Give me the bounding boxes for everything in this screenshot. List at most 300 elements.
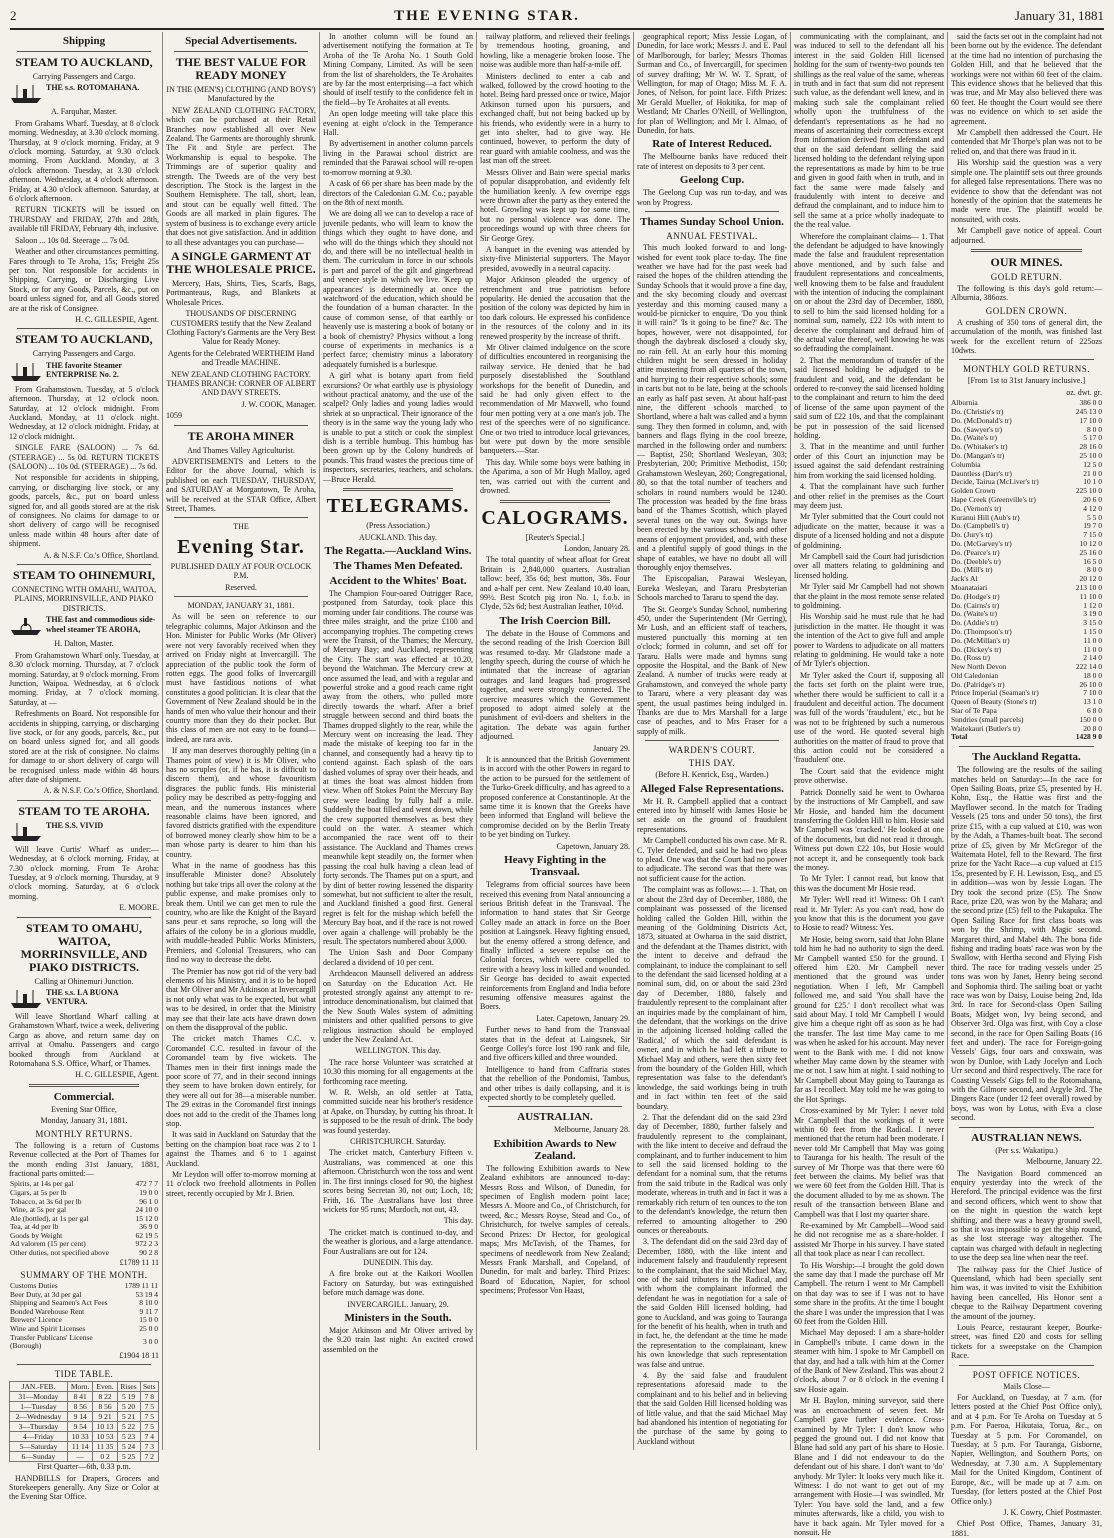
- row-item: Tobacco, at 3s 6d per lb: [10, 1196, 82, 1206]
- headline: The Auckland Regatta.: [972, 751, 1081, 764]
- mine-name: Do. (Palridge's tr): [951, 679, 1005, 689]
- agent: H. C. GILLESPIE, Agent.: [75, 314, 159, 324]
- tide-cell: 8 56: [93, 1402, 117, 1412]
- mine-yield: 213 10 0: [1075, 582, 1102, 592]
- mine-name: Do. (Mill's tr): [951, 565, 993, 575]
- news-paragraph: To His Worship:—I brought the gold down the same day that I made the purchase off Mr Campbell. The return I went to Mr Campbell on that day was to see if I was not to have some share in the profits. At the time I bought the share I was under the impression that I was 60 feet from the Golden Hill.: [794, 1260, 944, 1327]
- mine-name: Waitekauri (Butler's tr): [951, 723, 1021, 733]
- row-value: 62 19 5: [135, 1230, 158, 1240]
- ad-title: STEAM TO AUCKLAND,: [15, 332, 153, 347]
- mine-yield: 7 10 0: [1083, 688, 1102, 698]
- handbill-ad: HANDBILLS for Drapers, Grocers and Storekeepers generally. Any Size or Color at the Evening Star Office.: [9, 1473, 159, 1502]
- tide-cell: 5 21: [117, 1412, 140, 1422]
- mine-name: Do. (Waite's tr): [951, 433, 997, 443]
- tide-table: [9, 1381, 159, 1462]
- row-item: Goods by Weight: [10, 1230, 63, 1240]
- ship-ad: [9, 988, 159, 1010]
- tide-cell: 31—Monday: [10, 1392, 68, 1402]
- ad-title: STEAM TO TE AROHA.: [18, 803, 150, 818]
- mine-name: Do. (McGarvey's tr): [951, 538, 1012, 548]
- row-value: 15 12 0: [135, 1213, 158, 1223]
- news-paragraph: Intelligence to hand from Caffraria states that the rebellion of the Pondomisi, Tambus, and other tribes is daily collapsing, and it is expected shortly to be completely quelled.: [480, 1064, 630, 1103]
- ad-subtitle: IN THE (MEN'S) CLOTHING (AND BOYS') Manufactured by the: [166, 85, 316, 104]
- tide-row: [10, 1442, 159, 1452]
- mine-yield: 26 10 0: [1079, 679, 1102, 689]
- row-value: 53 19 4: [135, 1289, 158, 1299]
- news-paragraph: 4. By the said false and fraudulent representations aforesaid made to the complainant and to his belief and in believing that the said Golden Hill licensed holding was of little value, and that the said Michael May had abandoned his intention of negotiating for the purchase of the same by going to Auckland without: [637, 1371, 787, 1446]
- dateline: WELLINGTON. This day.: [355, 1046, 441, 1056]
- ad-title: THE BEST VALUE FOR READY MONEY: [175, 55, 307, 82]
- headline: Geelong Cup.: [679, 174, 745, 187]
- news-paragraph: Michael May deposed: I am a share-holder in Campbell's tribute. I came down in the steamer with him. I spoke to Mr Campbell on that day, and had a talk with him at the Corner of the Bank of New Zealand. This was about 2 o'clock, about 7 or 8 o'clock in the evening I saw Hosie again.: [794, 1328, 944, 1394]
- news-paragraph: A crushing of 350 tons of general dirt, the accumulation of the month, was finished last week for the excellent return of 225ozs 10dwts.: [951, 317, 1102, 355]
- mine-yield: 2 14 0: [1083, 653, 1102, 663]
- news-paragraph: We are doing all we can to develop a race of juvenile pedants, who will learn to know the things which they ought to have done, and who will do the things which they should not do, and there will be no intellectual health in them. The curriculum in force in our schools is part and parcel of the gilt and gingerbread and veneer style in which we live. 'Keep up appearances' is determinedly at once the watchword of the education, which should be the foundation of a human character. In the cause of common sense, of that earthly or heavenly use is mastering a book of botany or a book of chemistry? Physics without a long course of experiments in mechanics is a perfect farce; chemistry minus a laboratory adequately furnished is a burlesque.: [323, 209, 473, 369]
- row-value: 24 10 0: [135, 1205, 158, 1215]
- row-item: Brewers' Licence: [10, 1315, 62, 1325]
- mine-yield: 21 0 0: [1083, 468, 1102, 478]
- leader-paragraph: What in the name of goodness has this insufferable Minister done? Absolutely nothing but take trips all over the colony at the public expense, and make promises only to break them. Until we can get men to rule the country, who are like the Knight of the Bayard sans peur et sans reproche, so long will the affairs of the colony be in a glorious muddle, with muddle-headed Public Works Ministers, Premiers, and Colonial Treasurers, who can find no way to decrease the debt.: [166, 861, 316, 965]
- mine-name: Alburnia: [951, 398, 978, 408]
- dateline: Capetown, January 28.: [556, 841, 630, 851]
- issue-date: January 31, 1881: [1014, 8, 1104, 23]
- tide-cell: —: [67, 1452, 93, 1462]
- news-paragraph: This day. While some boys were bathing in the Aparima, a son of Mr Hugh Malloy, aged ten, was carried out with the current and drowned.: [480, 457, 630, 496]
- headline: Accident to the Whites' Boat.: [329, 574, 467, 587]
- row-item: Bonded Warehouse Rent: [10, 1306, 85, 1316]
- row-value: 96 1 0: [139, 1196, 158, 1206]
- leader-paragraph: The Premier has now got rid of the very bad elements of his Ministry, and it is to be hoped that Mr Oliver and Mr Atkinson at Invercargill is not only what was to be expected, but what was to be desired, in order that the Ministry may see that their late acts have drawn down on them the disapproval of the public.: [166, 966, 316, 1032]
- tide-cell: 2—Wednesday: [10, 1412, 68, 1422]
- ship-ad: [9, 361, 159, 383]
- news-paragraph: Mr Campbell said the Court had jurisdiction over all matters relating to goldmining and licensed holding.: [794, 551, 944, 580]
- news-paragraph: A girl what is botany apart from field excursions? Or what earthly use is physiology without practical anatomy, and the use of the scalpel? Only ladies and young ladies would shriek at so unpractical. Their ignorance of the theory is in the same way the young lady who is unable to put a stitch or cook the simplest dish is a terrible humbug. This humbug has been grown up by the Colony hundreds of pounds. This fraud wastes the precious time of inspectors, secretaries, teachers, and scholars.—Bruce Herald.: [323, 371, 473, 484]
- row-item: Wine and Spirit Licenses: [10, 1324, 86, 1334]
- leader-date: MONDAY, JANUARY 31, 1881.: [187, 601, 295, 611]
- mine-yield: 13 1 0: [1083, 697, 1102, 707]
- section-our-mines: OUR MINES.: [990, 254, 1063, 269]
- ad-items: Mercery, Hats, Shirts, Ties, Scarfs, Bags, Portmanteaus, Rugs, and Blankets at Wholesale Prices.: [166, 278, 316, 307]
- row-value: 25 0 0: [139, 1324, 158, 1334]
- news-paragraph: To Mr Tyler: I cannot read, but know that this was the document Mr Hosie read.: [794, 874, 944, 893]
- tide-cell: 1—Tuesday: [10, 1402, 68, 1412]
- news-paragraph: 3. That in the meantime and until further order of this Court an injunction may be issued against the said defendant restraining him from working the said licensed holding.: [794, 442, 944, 480]
- ad-title: STEAM TO AUCKLAND,: [15, 55, 153, 69]
- steamship-icon: [9, 83, 43, 105]
- tide-col-header: Even.: [93, 1382, 117, 1392]
- row-value: 472 7 7: [135, 1179, 158, 1189]
- tide-cell: 7 4: [140, 1432, 158, 1442]
- mine-name: Do. (Waite's tr): [951, 609, 997, 619]
- tide-cell: 9 21: [93, 1412, 117, 1422]
- news-paragraph: Ministers declined to enter a cab and walked, followed by the crowd hooting to the hotel. Being hard pressed once or twice, Major Atkinson turned upon his pursuers, and exchanged chaff, but not being backed up by his friends, who evidently were in a hurry to get into shelter, had to give way. He continued, however, to perform the duty of rear guard with amiable coolness, and was the last man off the street.: [480, 71, 630, 166]
- dateline: AUCKLAND. This day.: [359, 532, 437, 542]
- news-paragraph: The St. George's Sunday School, numbering 450, under the Superintendent (Mr Gerring), Mr Lush, and an efficient staff of teachers, mustered punctually this morning at ten o'clock; formed in column, and set off for Tararu. Halls were made and hymns sung opposite the Hospital, and the Bank of New Zealand. A number of trucks were ready at Grahamstown, and conveyed the whole party to Tararu, where a very pleasant day was spent, the usual pastimes being indulged in. Thanks are due to Mrs Marshall for a large case of peaches, and to Mrs Fraser for a supply of milk.: [637, 604, 787, 736]
- tide-cell: 6—Sunday: [10, 1452, 68, 1462]
- news-paragraph: 4. That the complainant have such further and other relief in the premises as the Court may deem just.: [794, 482, 944, 510]
- tide-cell: 8 22: [93, 1392, 117, 1402]
- summary-total: £1904 18 11: [119, 1350, 159, 1360]
- ship-name: THE S.S. VIVID: [46, 820, 104, 830]
- tide-cell: 11 14: [67, 1442, 93, 1452]
- mine-name: Golden Crown: [951, 486, 996, 496]
- mine-yield: 222 14 0: [1075, 662, 1102, 672]
- row-item: Spirits, at 14s per gal: [10, 1179, 74, 1189]
- tide-row: [10, 1432, 159, 1442]
- news-paragraph: The cricket match Thames C.C. v. Coromandel C.C. resulted in favour of the Coromandel team by five wickets. The Thames men in their first innings made the poor score of 77, and in their second innings they seem to have broken down entirely, for they were all out for 38—a miserable number. The 29 extras in the Coromandel first innings does not add to the credit of the Thames long stop.: [166, 1034, 316, 1128]
- subheading: GOLD RETURN.: [990, 271, 1063, 282]
- court-before: (Before H. Kenrick, Esq., Warden.): [655, 770, 769, 780]
- table-row: [9, 1249, 159, 1258]
- tide-header: [10, 1382, 159, 1392]
- ad-manager: J. W. COOK, Manager.: [241, 399, 316, 409]
- tide-col-header: Morn.: [67, 1382, 93, 1392]
- mine-name: Dauntless (Darr's tr): [951, 468, 1012, 478]
- mine-yield: 20 12 0: [1079, 574, 1102, 584]
- steamship-icon: [9, 988, 43, 1010]
- news-paragraph: The Court said that the evidence might prove otherwise.: [794, 766, 944, 786]
- mine-name: Jack's Al: [951, 574, 978, 584]
- news-paragraph: Mr H. Baylon, mining surveyor, said there was an encroachment of seven feet. Mr Campbell gave further evidence. Cross-examined by Mr Tyler: I don't know who pegged the ground out. I did not know that Blane had sold any part of his share to Hosie. Blane and I did not endeavour to do the defendant out of his share. I don't want to 'do' anybody. Mr Tyler: It looks very much like it. Witness: I do not want to get out of my arrangement with Hosie—I was swindled. Mr Tyler: You have sold the land, and a few minutes afterwards, like a child, you wish to have it back again. Mr Tyler moved for a nonsuit. He: [794, 1396, 944, 1537]
- tide-cell: 10 33: [67, 1432, 93, 1442]
- mine-name: Prince Imperial (Seaman's tr): [951, 688, 1039, 698]
- mine-name: Do. (Ross tr): [951, 653, 990, 663]
- news-paragraph: A fire broke out at the Kaikori Woollen Factory on Saturday, but was extinguished before much damage was done.: [323, 1269, 473, 1298]
- mine-yield: 18 0 0: [1083, 670, 1102, 680]
- mine-yield: 10 1 0: [1083, 477, 1102, 487]
- mine-name: Do. (Campbell's tr): [951, 521, 1009, 531]
- row-item: Ale (bottled), at 1s per gal: [10, 1213, 89, 1223]
- news-paragraph: The following are the results of the sailing matches held on Saturday:—In the race for Open Sailing Boats, prize £5, presented by H. Kohn, Esq., the Hattie was first and the Mayflower second. In the match for Trading Vessels (25 tons and under 50 tons), the first prize £15, with a cup valued at £10, was won by the Adah, a Thames-built boat. The second prize of £5, given by Mr McGregor of the Waitemata Hotel, fell to the Reward. The first prize for the Yacht Race—a cup valued at £15 15s, presented by F. H. Lewisson, Esq., and £5 in addition—was won by Jessie Logan. The Dry took the second prize (£5). The Snow Race, prize £20, was won by the Mahara; and the second prize (£5) fell to the Pukapuka. The Open Sailing Race for first class boats was won by the Shrimp, with Magic second. Margaret third, and Mabel 4th. The bona fide fishing and trading boats' race was won by the Swallow, with Hertha second and Flying Fish third. The race for trading vessels under 25 tons was won by Janet, Henry being second and Sophomia third. The sailing boat or yacht race was won by Daisy, Louise being 2nd, Ida 3rd. In race for Second-class Open Sailing Boats, Midget won, Ivy being second, and Observer 3rd. Olga was first, with Coy a close second, in the race for Open Sailing Boats (16 feet and under). The race for Foreign-going Vessels' Gigs, four oars and coxswain, was won by Dunloe, with Lady Jocelyn and Loch Urr second and third respectively. The race for Coasting Vessels' Gigs fell to the Rotomahana, with the Gilmore second, and Argyle 3rd. The Dingers Race (under 12 feet overall) rowed by boys, was won by Lotus, with Eva a close second.: [951, 765, 1102, 1123]
- row-value: 972 2 3: [135, 1239, 158, 1249]
- tide-cell: 5—Saturday: [10, 1442, 68, 1452]
- row-value: 19 0 0: [139, 1187, 158, 1197]
- dateline: DUNEDIN. This day.: [363, 1257, 433, 1267]
- ad-title: STEAM TO OMAHU, WAITOA, MORRINSVILLE, AND PIAKO DISTRICTS.: [20, 920, 148, 974]
- mine-name: Do. (Mangan's tr): [951, 450, 1005, 460]
- ad-body: NEW ZEALAND CLOTHING FACTORY, which can be purchased at their Retail Branches now established all over New Zealand. The Garments are thoroughly shrunk. The Fit and Style are perfect. The Workmanship is equal to bespoke. The Trimmings are of superior quality and strength. The Tweeds are of the very best description. The Stock is the largest in the Southern Hemisphere. The tall, short, lean, and stout can be equally well fitted. The Goods are all marked in plain figures. The system of business is to exchange every article that does not give satisfaction. And in addition to all these advantages you can purchase—: [166, 105, 316, 247]
- subheading: ANNUAL FESTIVAL.: [666, 231, 758, 242]
- return-tickets: RETURN TICKETS will be issued on THURSDAY and FRIDAY, 27th and 28th, available till FRIDAY, February 4th, inclusive.: [9, 205, 159, 234]
- miner-subtitle: And Thames Valley Agriculturist.: [187, 445, 295, 455]
- mine-name: Do. (Pearce's tr): [951, 547, 1000, 557]
- mine-yield: 20 8 0: [1083, 723, 1102, 733]
- column-4: [477, 32, 634, 1450]
- ad-subtitle: Carrying Passengers and Cargo.: [32, 349, 136, 359]
- mine-name: Do. (McDonald's tr): [951, 415, 1012, 425]
- returns-title: MONTHLY RETURNS.: [35, 1128, 133, 1139]
- notice: Not responsible for accidents in shipping, carrying, or discharging live stock, or any goods, parcels, &c., put on board unless signed for, and all goods stored are at the risk of consignees. No claims for damage to or short delivery of cargo will be recognised unless made within 48 hours after date of shipment.: [9, 473, 159, 549]
- ad-tagline: A SINGLE GARMENT AT THE WHOLESALE PRICE.: [166, 248, 316, 276]
- mine-name: Columbia: [951, 459, 981, 469]
- news-paragraph: The debate in the House of Commons and the second reading of the Irish Coercion Bill was resumed to-day. Mr Gladstone made a lengthy speech, during the course of which he intimated that the increase of agrarian outrages and land leagues had progressed together, and were strongly connected. The coercive measures which the Government proposed to adopt aimed solely at the punishment of evil-doers and shelters in the agitation. The debate was again further adjourned.: [480, 628, 630, 742]
- news-paragraph: The Union Sash and Door Company declared a dividend of 10 per cent.: [323, 948, 473, 967]
- mine-name: Do. (Jury's tr): [951, 530, 993, 540]
- tide-row: [10, 1452, 159, 1462]
- news-paragraph: Mr Oliver claimed indulgence on the score of difficulties encountered in reorganising the railway service. He denied that he had purposely disestablished the Southland workshops for the benefit of Dunedin, and said he had only given effect to the recommendation of Mr Maxwell, who found four men potting very at a one man's job. The rest of the speeches were of no significance. One or two tried to introduce local grievances, but were put down by the more sensible banqueters.—Star.: [480, 343, 630, 456]
- news-paragraph: The following Exhibition awards to New Zealand exhibitors are announced to-day: Messrs Ross and Wilson, of Dunedin, for specimen of English modern point lace; Messrs A. Moore and Co., of Christchurch, for tweed, &c.; Messrs Royse, Stead and Co., of Christchurch, for twelve samples of cereals. Second Prizes: Dr Hector, for geological maps; Mrs McTavish, of the Thames, for specimens of needlework from New Zealand; Messrs Frank Marshall, and Copeland, of Dunedin, for malt and barley. Third Prizes: Board of Education, Napier, for school specimens; Professor Von Haast,: [480, 1163, 630, 1296]
- master: H. Dalton, Master.: [54, 639, 114, 649]
- mine-yield: 11 0 0: [1083, 635, 1102, 645]
- tide-cell: 7 2: [140, 1452, 158, 1462]
- miner-body: ADVERTISEMENTS and Letters to the Editor for the above Journal, which is published on each TUESDAY, THURSDAY, and SATURDAY at Morgantown, Te Aroha, will be received at the STAR Office, Albert Street, Thames.: [166, 457, 316, 514]
- news-paragraph: Major Atkinson and Mr Oliver arrived by the 9.20 train last night. An excited crowd assembled on the: [323, 1325, 473, 1354]
- tide-cell: 5 20: [117, 1402, 140, 1412]
- ad-number: 1059: [166, 411, 182, 421]
- headline: Rate of Interest Reduced.: [652, 138, 772, 151]
- headline: Exhibition Awards to New Zealand.: [493, 1137, 617, 1162]
- tide-cell: 7 5: [140, 1402, 158, 1412]
- steamship-icon: [9, 821, 43, 843]
- ad-subtitle: Calling at Ohinemuri Junction.: [34, 976, 134, 986]
- tide-cell: 9 14: [67, 1412, 93, 1422]
- leader-paragraph: If any man deserves thoroughly pelting (in a Thames point of view) it is Mr Oliver, who has no scruples (or, if he has, it is difficult to discern them), and whose favouritism disgraces the public funds. His ministerial policy may be described as petty-fogging and mean, and the numerous instances where reasonable claims have been ignored, and favored districts gratified with the expenditure of borrowed money clearly show him to be a man whose party is dearer to him than his country.: [166, 746, 316, 859]
- ship-name: THE s.s. LA BUONA VENTURA.: [46, 988, 119, 1007]
- row-item: Shipping and Seamen's Act Fees: [10, 1298, 108, 1308]
- section-australian: AUSTRALIAN.: [517, 1111, 593, 1124]
- tide-row: [10, 1392, 159, 1402]
- column-7: [948, 32, 1105, 1538]
- table-sub: [From 1st to 31st January inclusive.]: [967, 376, 1086, 386]
- mine-name: Do. (Deeble's tr): [951, 556, 1001, 566]
- footer-note: Chief Post Office, Thames, January 31, 1881.: [951, 1519, 1102, 1538]
- mine-yield: 10 12 0: [1079, 538, 1102, 548]
- news-paragraph: 2. That the defendant did on the said 23rd day of December, 1880, further falsely and fraudulently represent to the complainant, with the like intent to deceive and defraud the complainant, and to further inducement to him to sell the said licensed holding to the defendant for a nominal sum, that the returns from the said tribute in the Radical was only moderate, whereas in truth and in fact it was a remarkably rich return of ten ounces to the ton to the defendant's knowledge, the return then referred to amounting altogether to 290 ounces or thereabouts.: [637, 1113, 787, 1235]
- news-paragraph: His Worship said he must rule that he had jurisdiction in the matter. He thought it was the intention of the Act to give full and ample power to Wardens to adjudicate on all matters relating to goldmining. He would take a note of Mr Tyler's objection.: [794, 612, 944, 669]
- ad-subtitle: Carrying Passengers and Cargo.: [32, 72, 136, 81]
- mine-name: Hape Creek (Greenville's tr): [951, 494, 1036, 504]
- news-paragraph: Mr Hosie, being sworn, said that John Blane told him he had no authority to sign the deed. Mr Campbell wanted £50 for the ground. I offered him £20. Mr Campbell never mentioned that the ground was under negotiation. When I left, Mr Campbell followed me, and said 'You shall have the ground for £25.' I don't recollect what was said about May. I told Mr Campbell I would give him a cheque right off as soon as he had the transfer. The last time May came to me was when he asked for his account. May never went to the Bank with me. I did not know whether May came down by the steamer with me or not. I saw him at night. I said nothing to Mr Campbell about May going to Tauranga as far as I recollect. May told me he was going to the Hot Springs.: [794, 934, 944, 1104]
- mine-name: Queen of Beauty (Stone's tr): [951, 697, 1037, 707]
- ship-name: THE fast and commodious side-wheel steamer TE AROHA,: [46, 615, 156, 634]
- column-2: [163, 32, 320, 1450]
- mine-yield: 25 16 0: [1079, 547, 1102, 557]
- returns-intro: The following is a return of Customs Revenue collected at the Port of Thames for the month ending 31st January, 1881, fractional parts omitted:—: [9, 1140, 159, 1178]
- news-paragraph: W. R. Welsh, an old settler at Tatta, committed suicide near his brother's residence at Apake, on Thursday, by cutting his throat. It is supposed to be the result of drink. The body was found yesterday.: [323, 1088, 473, 1135]
- office: Evening Star Office,: [51, 1104, 117, 1114]
- news-paragraph: Mr H. R. Campbell applied that a contract entered into by himself with James Hosie be set aside on the ground of fraudulent representations.: [637, 796, 787, 834]
- miner-title: TE AROHA MINER: [187, 428, 295, 443]
- news-paragraph: 3. The defendant did on the said 23rd day of December, 1880, with the like intent and inducement falsely and fraudulently represent to the complainant, that the said Michael May, one of the said tributers in the Radical, and with whom the complainant informed the defendant he was in negotiation for a sale of the said Golden Hill licensed holding, had gone to Auckland, and was going to Tauranga for the benefit of his health, when in truth and in fact, he, the defendant at the time he made the representation to the complainant, knew his own knowledge that such representation was false and untrue.: [637, 1237, 787, 1369]
- tide-cell: 5 25: [117, 1452, 140, 1462]
- tide-cell: 10 53: [93, 1432, 117, 1442]
- tide-title: TIDE TABLE.: [54, 1369, 114, 1380]
- news-paragraph: For Auckland, on Tuesday, at 7 a.m. (for letters posted at the Chief Post Office only), and at 4 p.m. For Te Aroha on Tuesday at 5 p.m. For Paeroa, Hikutaia, Torua, &c., on Tuesday at 5 p.m. For Coromandel, on Tuesday, at 5 p.m. For Tauranga, Gisborne, Napier, Wellington, and Southern Ports, on Wednesday, at 7.30 a.m. A Supplementary Mail for the United Kingdom, Continent of Europe, &c., will be made up at 7 a.m. on Tuesday, (for letters posted at the Chief Post Office only.): [951, 1393, 1102, 1506]
- dateline: This day.: [443, 1216, 473, 1226]
- section-shipping: Shipping: [62, 35, 106, 47]
- news-paragraph: The railway pass for the Chief Justice of Queensland, which had been specially sent him was, it was invited to visit the Exhibition having been cancelled, His Honor sent a cheque to the Railway Department covering the amount of the journey.: [951, 1264, 1102, 1321]
- tide-cell: 11 35: [93, 1442, 117, 1452]
- mine-yield: 150 0 0: [1079, 714, 1102, 724]
- masthead-title: Evening Star.: [177, 535, 305, 558]
- news-paragraph: In another column will be found an advertisement notifying the formation at Te Aroha of the Te Aroha No. 1 South Gold Mining Company, Limited. As will be seen from the list of shareholders, the Te Arohaites are by far the most enterprising—a fact which should of itself testify to the confidence felt in the field—by Te Arohaites at all events.: [323, 32, 473, 107]
- row-item: Tea, at 4d per lb: [10, 1222, 59, 1232]
- page-number: 2: [10, 8, 17, 23]
- schedule: From Grahamstown Wharf only. Tuesday, at 8.30 o'clock morning. Thursday, at 7 o'clock morning. Saturday, at 9 o'clock morning. From Junction, Waipoa. Wednesday, at 6 o'clock morning. Friday, at 7 o'clock morning. Saturday, at —: [9, 650, 160, 707]
- schedule: From Grahamstown. Tuesday, at 5 o'clock afternoon. Thursday, at 12 o'clock noon. Saturday, at 12 o'clock midnight. From Auckland. Monday, at 11 o'clock night. Wednesday, at 12 o'clock midnight. Friday, at 12 o'clock midnight.: [9, 384, 159, 441]
- mine-name: Old Caledonian: [951, 670, 999, 680]
- mine-yield: 17 10 0: [1079, 415, 1102, 425]
- news-paragraph: Mr Tyler asked the Court if, supposing all the facts set forth on the plaint were true, whether there would be sufficient to call it a fraudulent and deceitful action. The document was full of the words 'fraudulent,' etc., but he was not to be frightened by such a numerous use of the word. He quoted several high authorities on the matter of fraud to prove that this action could not be considered a 'fraudulent' one.: [794, 670, 944, 765]
- subheading: WARDEN'S COURT.: [668, 745, 756, 756]
- date: Monday, January 31, 1881.: [40, 1116, 128, 1126]
- dateline: London, January 28.: [564, 543, 630, 553]
- section-calograms: CALOGRAMS.: [481, 506, 629, 529]
- mine-name: Star of Te Papa: [951, 706, 997, 716]
- fares: SINGLE FARE (SALOON) ... 7s 6d. (STEERAGE) ... 5s 0d. RETURN TICKETS (SALOON) ... 10s 0d. (STEERAGE) ... 7s 6d.: [9, 443, 159, 471]
- news-paragraph: Mr Campbell conducted his own case. Mr R. C. Tyler defended, and said he had two pleas to plead. One was that the Court had no power to adjudicate. The second was that there was not sufficient cause for the action.: [637, 836, 787, 883]
- mine-name: Sundries (small parcels): [951, 714, 1024, 724]
- ship-name: THE s.s. ROTOMAHANA.: [46, 83, 140, 93]
- headline: Heavy Fighting in the Transvaal.: [504, 854, 606, 879]
- mine-yield: 8 0 0: [1087, 424, 1102, 434]
- mine-yield: 28 16 0: [1079, 442, 1102, 452]
- row-item: Other duties, not specified above: [10, 1248, 109, 1258]
- tide-cell: 5 23: [117, 1432, 140, 1442]
- ad-thousands: THOUSANDS OF DISCERNING CUSTOMERS testify that the New Zealand Clothing Factory's Garments are the Very Best Value for Ready Money.: [166, 309, 316, 347]
- tide-cell: 7 8: [140, 1392, 158, 1402]
- mine-yield: 386 0 0: [1079, 398, 1102, 408]
- ship-ad: [9, 83, 159, 105]
- dateline: January 29.: [593, 743, 630, 753]
- mine-name: New North Devon: [951, 662, 1007, 672]
- news-paragraph: This much looked forward to and long-wished for event took place to-day. The fine weather we have had for the past week had raised the hopes of the children attending the Sunday Schools that it would prove a fine day, and the sky becoming cloudy and overcast yesterday and this morning caused many a would-be picnicker to enquire, 'Do you think it will rain?' 'Is it going to be fine?' &c. The hopes, however, were not disappointed, for though the daybreak disclosed a cloudy sky, no rain fell. At an early hour this morning children might be seen dressed in holiday attire mustering from all quarters of the town, and hurrying to their respective schools; some in carts but not to be late, being at the schools an early as half past seven. At about half-past nine, the different schools marched to Shortland, where a halt was called and a hymn sung. They then formed in column, and, with banners and flags flying in the cool breeze, marched in the following order and numbers:— Baptist, 250; Shortland Wesleyan, 303; Presbyterian, 200; Primitive Methodist, 150; Grahamstown Wesleyan, 260; Congregational, 80, so that the total number of teachers and scholars in round numbers would be 1240. The procession was headed by the fine brass band of the Thames Scottish, which played several tunes on the way out. Swings have been erected by the various schools and other means of enjoyment provided, and, with these and a plentiful supply of good things in the shape of eatables, we have no doubt all will thoroughly enjoy themselves.: [637, 243, 787, 572]
- news-paragraph: A banquet in the evening was attended by sixty-five Ministerial supporters. The Mayor presided, avowedly in a neutral capacity.: [480, 244, 630, 273]
- newspaper-title: THE EVENING STAR.: [394, 7, 580, 24]
- news-paragraph: It is announced that the British Government is in accord with the other Powers in regard to the action to be pursued for the settlement of the Turko-Greek difficulty, and has agreed to a proposed conference at Constantinople. At the same time it is known that the Greeks have been informed that England will believe the compromise decided on by the Berlin Treaty to be yet binding on Turkey.: [480, 755, 630, 840]
- news-paragraph: The Melbourne banks have reduced their rate of interest on deposits to 3 per cent.: [637, 152, 787, 171]
- gold-total: 1428 9 0: [1075, 732, 1102, 742]
- headline: Ministers in the South.: [344, 1311, 452, 1324]
- mine-yield: 8 0 0: [1087, 565, 1102, 575]
- row-value: 8 10 0: [139, 1298, 158, 1308]
- mine-yield: 7 15 0: [1083, 530, 1102, 540]
- news-paragraph: The cricket match, Canterbury Fifteen v. Australians, was commenced at one this afternoon. Christchurch won the toss and went in. The first innings closed for 90, the highest scores being Secretan 30, not out; Loch, 18; Frith, 16. The Australians have lost three wickets for 95 runs; Murdoch, not out, 43.: [323, 1148, 473, 1214]
- tide-cell: 5 19: [117, 1392, 140, 1402]
- mine-yield: 20 6 0: [1083, 494, 1102, 504]
- mine-name: Do. (Thompson's tr): [951, 626, 1012, 636]
- tide-cell: 5 22: [117, 1422, 140, 1432]
- tide-cell: 4—Friday: [10, 1432, 68, 1442]
- mine-name: Do. (McMillan's tr): [951, 635, 1010, 645]
- news-paragraph: geographical report; Miss Jessie Logan, of Dunedin, for lace work; Messrs J. and E. Paul of Marlborough, for barley; Messrs Thomas Surman and Co., of Invercargill, for specimen of survey drafting; Mr W. W. T. Spratt, of Wellington, for map of Otago; Miss M. F. A. Jones, of Nelson, for point lace. Fifth Prizes: Mr Gerald Mueller, of Hokitika, for map of Westland; Mr Charles O'Neill, of Wellington, for plan of Wellington; and Mr I. Almao, of Dunedin, for hats.: [637, 32, 787, 136]
- ad-agents: Agents for the Celebrated WERTHEIM Hand and Treadle MACHINE.: [167, 348, 315, 368]
- section-special-ads: Special Advertisements.: [185, 35, 297, 47]
- row-item: Wine, at 5s per gal: [10, 1205, 67, 1215]
- subheading: THIS DAY.: [688, 758, 736, 769]
- section-sub: Mails Close—: [1003, 1381, 1050, 1391]
- mine-name: Do. (Cairns's tr): [951, 600, 1000, 610]
- tide-col-header: Sets: [140, 1382, 158, 1392]
- news-paragraph: Telegrams from official sources have been received this evening from Natal announcing a serious British defeat in the Transvaal. The information to hand states that Sir George Colley made an attack in force on the Boer position at Laingsnek. Heavy fighting ensued, but the enemy offered a strong defence, and finally inflicted a severe repulse on the Colonial forces, which were compelled to retire with a heavy loss in killed and wounded. Sir George has decided to await expected reinforcements from England and India before resuming offensive measures against the Boers.: [480, 880, 630, 1012]
- mine-name: Do. (Sawyer's tr): [951, 424, 1003, 434]
- mine-name: Do. (Vernon's tr): [951, 503, 1002, 513]
- headline: The Thames Men Defeated.: [333, 559, 463, 572]
- mine-yield: 6 8 0: [1087, 706, 1102, 716]
- subheading: MONTHLY GOLD RETURNS.: [962, 364, 1090, 375]
- table-row: [9, 1334, 159, 1351]
- fares: Saloon ... 10s 0d. Steerage ... 7s 0d.: [15, 235, 129, 245]
- mine-yield: 12 5 0: [1083, 459, 1102, 469]
- section-telegrams: TELEGRAMS.: [326, 495, 470, 518]
- row-item: Beer Duty, at 3d per gal: [10, 1289, 82, 1299]
- agent: E. MOORE.: [119, 903, 159, 913]
- row-value: 9 11 7: [139, 1306, 158, 1316]
- schedule: From Grahams Wharf. Tuesday, at 8 o'clock morning. Wednesday, at 3.30 o'clock morning. Thursday, at 9 o'clock morning. Friday, at 9 o'clock morning. Saturday, at 9.30 o'clock morning. From Auckland. Monday, at 3 o'clock afternoon. Tuesday, at 3.30 o'clock afternoon. Wednesday, at 4 o'clock afternoon. Friday, at 4.30 o'clock afternoon. Saturday, at 6 o'clock afternoon.: [9, 118, 159, 204]
- ship-name: THE favorite Steamer ENTERPRISE No. 2.: [46, 360, 122, 380]
- ad-title: STEAM TO OHINEMURI,: [13, 568, 155, 583]
- row-item: Cigars, at 5s per lb: [10, 1187, 67, 1197]
- news-paragraph: 2. That the memorandum of transfer of the said licensed holding be adjudged to be fraudulent and void, and the defendant be ordered to re-convey the said licensed holding to the complainant and return to him the deed of license of the same upon payment of the said sum of £22 10s, and that the complainant be put in possession of the said licensed holding.: [794, 355, 944, 441]
- gold-total-label: Total: [951, 732, 968, 742]
- agent: A. & N.S.F. Co.'s Office, Shortland.: [43, 550, 159, 560]
- tide-cell: 7 5: [140, 1422, 158, 1432]
- customs-total: £1789 11 11: [119, 1257, 159, 1267]
- column-3: [320, 32, 477, 1450]
- section-sub: (Press Association.): [366, 521, 430, 531]
- columns: [6, 32, 1108, 1538]
- customs-table: [9, 1180, 159, 1257]
- news-paragraph: Archdeacon Maunsell delivered an address on Saturday on the Education Act. He protested strongly against any attempt to re-introduce denominationalism, but claimed that the New South Wales system of admitting ministers and other qualified persons to give religious instruction should be employed under the New Zealand Act.: [323, 969, 473, 1044]
- signature: J. K. Cowry, Chief Postmaster.: [1003, 1507, 1102, 1517]
- ad-subtitle: CONNECTING WITH OMAHU, WAITOA, PLAINS, MORRINSVILLE, AND PIAKO DISTRICTS.: [11, 585, 157, 613]
- news-paragraph: Mr Leydon will offer to-morrow morning at 11 o'clock two freehold allotments in Pollen street, recently occupied by Mr J. Brien.: [166, 1170, 316, 1198]
- column-6: [791, 32, 948, 1537]
- mine-yield: 1 15 0: [1083, 626, 1102, 636]
- news-paragraph: railway platform, and relieved their feelings by tremendous hooting, groaning, and howling, like a menagerie broken loose. The noise was audible more than half-a-mile off.: [480, 32, 630, 70]
- news-paragraph: The Geelong Cup was run to-day, and was won by Progress.: [637, 188, 787, 207]
- mine-name: Do. (Dickey's tr): [951, 644, 1002, 654]
- schedule: Will leave Shortland Wharf calling at Grahamstown Wharf, twice a week, delivering Cargo as above, and return same day on arrival at Omahu. Passengers and cargo booked through from Auckland at Rotomahana S.S. Office, Wharf, or Thames.: [9, 1012, 159, 1069]
- headline: The Irish Coercion Bill.: [499, 614, 611, 627]
- dateline: CHRISTCHURCH. Saturday.: [350, 1137, 446, 1147]
- mine-yield: 19 7 0: [1083, 521, 1102, 531]
- news-paragraph: It was said in Auckland on Saturday that the betting on the champion boat race was 2 to 1 against the Thames and 6 to 1 against Auckland.: [166, 1130, 316, 1168]
- news-paragraph: Mr Tyler submitted that the Court could not adjudicate on the matter, because it was a dispute of a licensed holding and not a dispute of goldmining.: [794, 512, 944, 550]
- tide-cell: 9 54: [67, 1422, 93, 1432]
- tide-cell: 5 24: [117, 1442, 140, 1452]
- mine-name: Moanataiari: [951, 582, 988, 592]
- mine-name: Do. (Whitaker's tr): [951, 442, 1008, 452]
- leader-paragraph: As will be seen on reference to our telegraphic columns, Major Atkinson and the Hon. Minister for Public Works (Mr Oliver) were not very favorably received when they arrived on Friday night at Invercargill. The appreciation of the public took the form of rotten eggs. The good folks of Invercargill must have fastidious notions of what constitutes a good politician. It is clear that the Government of New Zealand should be in the hands of men who value their honour and their country more than they do their pocket. But this class of men are not easy to be found—indeed, are rara avis.: [166, 612, 316, 744]
- mine-yield: 5 5 0: [1087, 512, 1102, 522]
- headline: The Regatta.—Auckland Wins.: [324, 544, 472, 557]
- news-paragraph: The total quantity of wheat afloat for Great Britain is 2,840,000 quarters. Australian tallow: beef, 35s 6d; best mutton, 38s. Four and a-half per cent. New Zealand 10.40 loan, 99½. Best Scotch pig iron No. 1, f.o.b. in Clyde, 52s 6d; best Australian leather, 10½d.: [480, 555, 630, 612]
- news-paragraph: The complaint was as follows:— 1. That, on or about the 23rd day of December, 1880, the complainant was possessed of the licensed holding called the Golden Hill, within the meaning of the Goldmining Districts Act, 1873, situated at Owharoa in the said district, and the defendant at the Thames district, with the intent to deceive and defraud the complainant, to induce the complainant to sell to the defendant the said licensed holding at a nominal sum, did, on or about the said 23rd day of December, 1880, falsely and fraudulently represent to the complainant after an inquiries made by the complainant of him, the defendant, that the workings on the drive in the adjoining licensed holding called the 'Radical,' of which the said defendant is owner, and in which he had left a tribute to Michael May and others, were then sixty feet from the boundary of the Golden Hill, which representation was false to the defendant's knowledge, the said workings being in truth and in fact within ten feet of the said boundary.: [637, 885, 787, 1111]
- dateline: Melbourne, January 28.: [554, 1125, 630, 1135]
- row-item: Ad valorem (15 per cent): [10, 1239, 86, 1249]
- row-value: 3 0 0: [143, 1336, 158, 1346]
- row-value: 15 0 0: [139, 1315, 158, 1325]
- paddle-steamer-icon: [9, 615, 43, 637]
- mine-name: Decide, Tairua (McLiver's tr): [951, 477, 1039, 487]
- news-paragraph: The Champion Four-oared Outrigger Race, postponed from Saturday, took place this morning under fair conditions. The course was three miles straight, and the prize £100 and accompanying trophies. The competing crews were the Transit, of the Thames; the Mercury, of Mercury Bay; and Auckland, representing the City. The start was effected at 10.20, beyond the Watchman. The Mercury crew at once assumed the lead, and with a regular and powerful stroke and a good reach came right away from the others, who pulled more directly towards the wharf. After a brief struggle between second and third boats the Thames dropped slightly to the rear, while the Mercury went on increasing the lead. They made the mistake of keeping too far in the channel, and consequently had a heavy tip to contend against. Each splash of the oars dashed volumes of spray over their heads, and at times the boat was almost hidden from view. When off Stokes Point the Mercury Bay crew were leading by fully half a mile. Suddenly the boat filled and went down, while the crew supported themselves as best they could on the water. A steamer which accompanied the race went off to their assistance. The Auckland and Thames crews meanwhile kept steadily on, the former when passing the coal hulk having a clean lead of forty seconds. The Thames put on a spurt, and by dint of better rowing lessened the disparity somewhat, but not sufficient to alter the result, and Auckland finished a good first. General regret is felt for the mishap which befell the Mercury Bay boat, and if the race is not rowed over again a challenge will probably be the result. The spectators numbered about 3,000.: [323, 588, 473, 946]
- tide-note: First Quarter—6th, 0.33 p.m.: [37, 1462, 131, 1472]
- tide-col-header: Rises: [117, 1382, 140, 1392]
- tide-row: [10, 1412, 159, 1422]
- column-5: [634, 32, 791, 1450]
- mine-name: Do. (Hodge's tr): [951, 591, 1000, 601]
- news-paragraph: Messrs Oliver and Bain were special marks of popular disapprobation, and evidently felt the humiliation keenly. A few overripe eggs were thrown after the party as they entered the hotel. Growling was kept up for some time, but no personal violence was done. The proceedings wound up with three cheers for Sir George Grey.: [480, 167, 630, 243]
- ship-ad: [9, 821, 159, 843]
- news-paragraph: Mr Campbell then addressed the Court. He contended that Mr Thorpe's plan was not to be relied on, and that there was fraud in it.: [951, 128, 1102, 156]
- news-paragraph: A cask of 66 per share has been made by the directors of the Caledonian G.M. Co.; payable on the 8th of next month.: [323, 179, 473, 207]
- headline: Thames Sunday School Union.: [640, 216, 784, 229]
- mine-name: Kuranui Hill (Aub's tr): [951, 512, 1020, 522]
- agent: A. & N.S.F. Co.'s Office, Shortland.: [43, 786, 159, 796]
- news-paragraph: Mr Tyler said Mr Campbell had not shown that the plaint in the most remote sense related to goldmining.: [794, 582, 944, 610]
- news-paragraph: said the facts set out in the complaint had not been borne out by the evidence. The defendant at the time had no intention of purchasing the Golden Hill, and that he believed that the workings were not within 60 feet of the claim. This evidence shows that he believed that this was true, and Mr May also believed there was 60 feet. He thought the Court would see there was no evidence on which to set aside the agreement.: [951, 32, 1102, 126]
